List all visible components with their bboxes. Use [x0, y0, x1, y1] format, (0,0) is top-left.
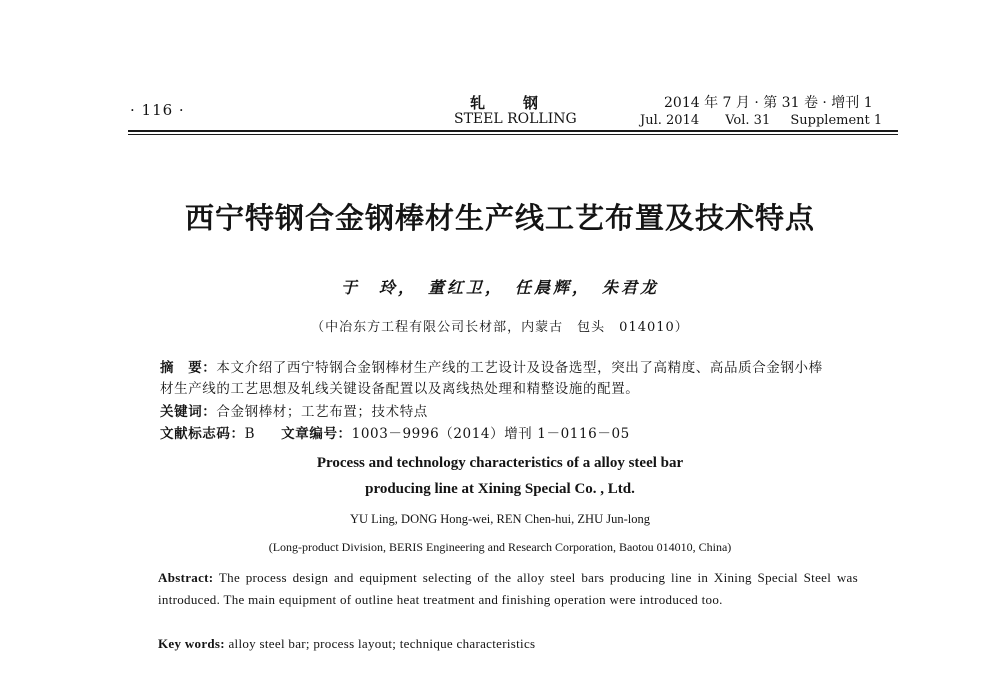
abstract-en: [158, 567, 858, 611]
classification-line: [160, 422, 630, 442]
keywords-en: [158, 633, 858, 655]
doc-code-label: 文献标志码：: [160, 426, 245, 442]
article-number-label: 文章编号：: [281, 426, 352, 442]
abstract-cn-text-2: 材生产线的工艺思想及轧线关键设备配置以及离线热处理和精整设施的配置。: [160, 381, 640, 397]
affiliation-cn: （中冶东方工程有限公司长材部，内蒙古 包头 014010）: [311, 320, 689, 335]
authors-en: YU Ling, DONG Hong-wei, REN Chen-hui, ZHU Jun-long: [350, 512, 650, 526]
journal-name-en: STEEL ROLLING: [454, 111, 577, 127]
keywords-cn-label: 关键词：: [160, 404, 217, 420]
header-rule-thin: [128, 134, 898, 135]
abstract-cn: [160, 356, 823, 376]
page-number: · 116 ·: [130, 101, 185, 119]
article-title-en-line1: Process and technology characteristics of a alloy steel bar: [316, 455, 684, 471]
issue-info-en: [640, 113, 882, 128]
abstract-cn-text-1: 本文介绍了西宁特钢合金钢棒材生产线的工艺设计及设备选型，突出了高精度、高品质合金钢小棒: [216, 360, 823, 376]
authors-cn: 于 玲， 董红卫， 任晨辉， 朱君龙: [340, 278, 659, 297]
abstract-en-label: Abstract:: [158, 570, 214, 585]
doc-code: B: [244, 426, 256, 442]
keywords-cn-text: 合金钢棒材；工艺布置；技术特点: [216, 404, 428, 420]
abstract-cn-label: 摘 要：: [160, 360, 217, 376]
journal-name-cn: 轧钢: [470, 94, 577, 112]
issue-info-cn: 2014 年 7 月 · 第 31 卷 · 增刊 1: [664, 95, 873, 111]
article-title-cn: 西宁特钢合金钢棒材生产线工艺布置及技术特点: [184, 201, 815, 235]
issue-volume-en: Vol. 31: [725, 113, 771, 128]
keywords-cn: [160, 400, 428, 420]
keywords-en-label: Key words:: [158, 636, 225, 651]
issue-supplement-en: Supplement 1: [790, 113, 883, 128]
affiliation-en: (Long-product Division, BERIS Engineering and Research Corporation, Baotou 014010, China): [268, 540, 732, 554]
header-rule: [128, 130, 898, 132]
abstract-en-text: The process design and equipment selecting of the alloy steel bars producing line in Xining Special Steel was introduced. The main equipment of outline heat treatment and finishing operation were introduced too.: [158, 570, 858, 607]
keywords-en-text: alloy steel bar; process layout; technique characteristics: [228, 636, 536, 651]
article-title-en-line2: producing line at Xining Special Co. , Ltd.: [365, 481, 635, 497]
article-number: 1003－9996（2014）增刊 1－0116－05: [351, 426, 630, 442]
issue-date-en: Jul. 2014: [640, 113, 700, 128]
